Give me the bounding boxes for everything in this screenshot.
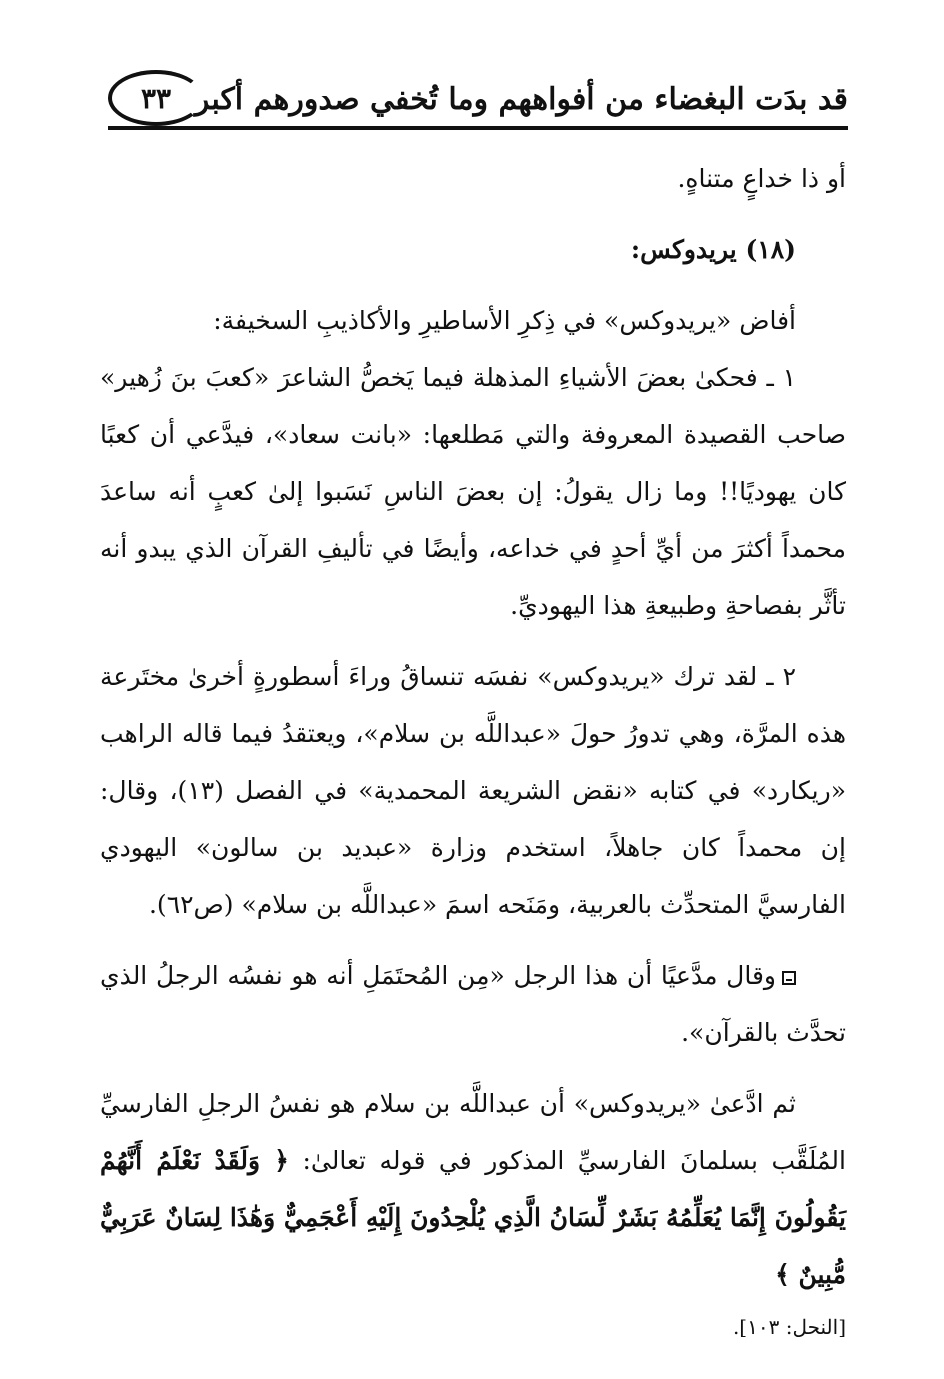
paragraph-3 [100,947,846,1061]
paragraph-4-text: ثم ادَّعىٰ «يريدوكس» أن عبداللَّه بن سلام هو نفسُ الرجلِ الفارسيِّ المُلَقَّب بسلمانَ الفارسيِّ المذكور في قوله تعالىٰ: [100,1089,846,1175]
paragraph-3-text: وقال مدَّعيًا أن هذا الرجل «مِن المُحتَمَلِ أنه هو نفسُه الرجلُ الذي تحدَّث بالقرآن». [100,961,846,1047]
paragraph-4 [100,1075,846,1303]
lead-paragraph: أفاض «يريدوكس» في ذِكرِ الأساطيرِ والأكاذيبِ السخيفة: [213,306,796,335]
header-rule [108,126,848,130]
page-number: ٣٣ [140,81,172,115]
page-body [100,150,846,1347]
page-number-badge [108,70,204,126]
quran-verse: ﴿ وَلَقَدْ نَعْلَمُ أَنَّهُمْ يَقُولُونَ إِنَّمَا يُعَلِّمُهُ بَشَرٌ لِّسَانُ الَّذِي يُلْحِدُونَ إِلَيْهِ أَعْجَمِيٌّ وَهَٰذَا لِسَانٌ عَرَبِيٌّ مُّبِينٌ ﴾ [100,1146,846,1289]
paragraph-1: ١ ـ فحكىٰ بعضَ الأشياءِ المذهلة فيما يَخصُّ الشاعرَ «كعبَ بنَ زُهير» صاحب القصيدة المعروفة والتي مَطلعها: «بانت سعاد»، فيدَّعي أن كعبًا كان يهوديًا!! وما زال يقولُ: إن بعضَ الناسِ نَسَبوا إلىٰ كعبٍ أنه ساعدَ محمداً أكثرَ من أيِّ أحدٍ في خداعه، وأيضًا في تأليفِ القرآن الذي يبدو أنه تأثَّر بفصاحةِ وطبيعةِ هذا اليهوديِّ. [100,363,846,620]
verse-citation: [النحل: ١٠٣]. [732,1315,846,1339]
running-title: قد بدَت البغضاء من أفواههم وما تُخفي صدورهم أكبر [194,82,848,117]
page-header [108,70,848,130]
note-marker-icon [782,971,796,985]
paragraph-2: ٢ ـ لقد ترك «يريدوكس» نفسَه تنساقُ وراءَ أسطورةٍ أخرىٰ مختَرعة هذه المرَّة، وهي تدورُ حولَ «عبداللَّه بن سلام»، ويعتقدُ فيما قاله الراهب «ريكارد» في كتابه «نقض الشريعة المحمدية» في الفصل (١٣)، وقال: إن محمداً كان جاهلاً، استخدم وزارة «عبديد بن سالون» اليهودي الفارسيَّ المتحدِّث بالعربية، ومَنَحه اسمَ «عبداللَّه بن سلام» (ص٦٢). [100,662,846,919]
section-heading: (١٨) يريدوكس: [630,235,796,264]
intro-line: أو ذا خداعٍ متناهٍ. [677,164,846,193]
